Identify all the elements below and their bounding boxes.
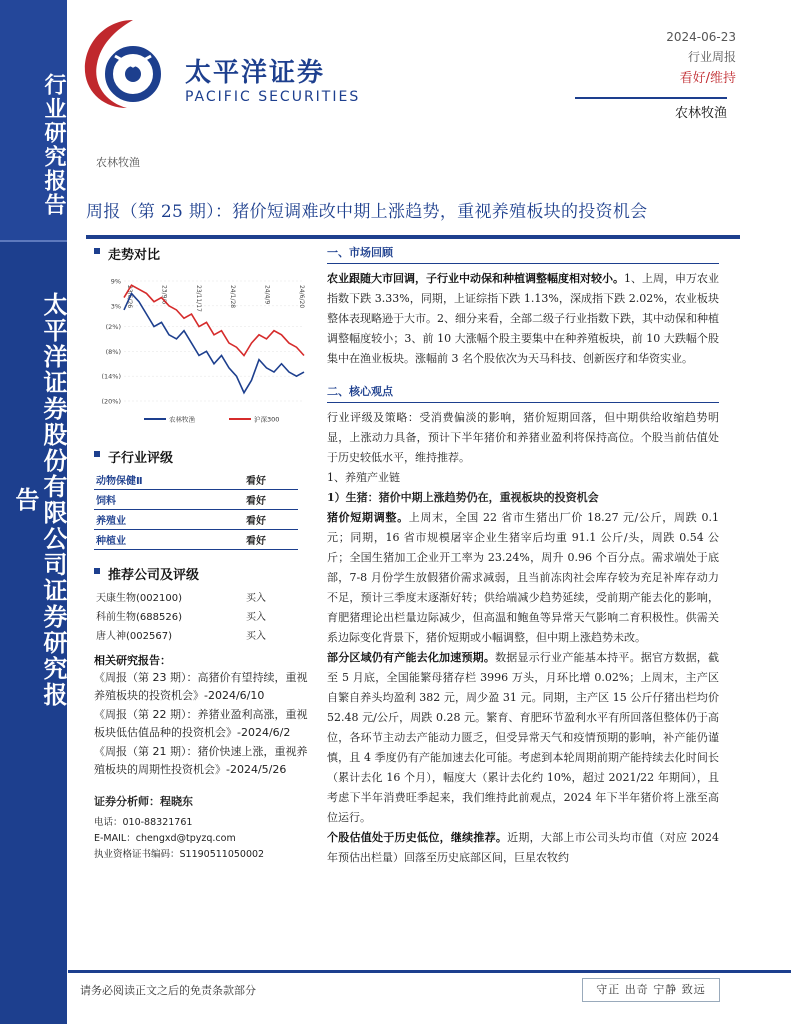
header-rule bbox=[575, 97, 727, 99]
header-industry: 农林牧渔 bbox=[674, 106, 727, 121]
section-rule bbox=[327, 263, 719, 264]
sub-industry-name: 动物保健Ⅱ bbox=[94, 470, 244, 490]
analyst-cert: 执业资格证书编码：S1190511050002 bbox=[94, 849, 265, 860]
x-tick-label: 23/9/6 bbox=[160, 285, 168, 305]
square-bullet-icon bbox=[94, 568, 100, 574]
related-report-link[interactable]: 《周报（第 21 期）：猪价快速上涨，重视养殖板块的周期性投资机会》-2024/5/26 bbox=[94, 745, 308, 776]
sub-industry-name: 种植业 bbox=[94, 530, 244, 550]
y-tick-label: 3% bbox=[110, 302, 121, 311]
chain-heading: 1、养殖产业链 bbox=[327, 471, 400, 484]
right-column bbox=[327, 244, 719, 868]
x-tick-label: 24/4/9 bbox=[263, 285, 271, 305]
category-label: 农林牧渔 bbox=[96, 156, 140, 169]
table-row bbox=[94, 606, 298, 625]
companies-table bbox=[94, 587, 298, 644]
market-review-paragraph: 农业跟随大市回调，子行业中动保和种植调整幅度相对较小。1、上周，申万农业指数下跌 3.33%，同期，上证综指下跌 1.13%，深成指下跌 2.02%，农业板块整体表现略逊于大市。2、细分来看，全部二级子行业指数下跌，其中动保和种植调整幅度较小；3、前 10 大涨幅个股主要集中在种养殖板块，前 10 大跌幅个股集中在渔业板块。涨幅前 3 名个股依次为天马科技、创新医疗和华资实业。 bbox=[327, 272, 719, 365]
x-tick-label: 23/6/26 bbox=[126, 285, 133, 309]
analyst-email[interactable]: E-MAIL：chengxd@tpyzq.com bbox=[94, 833, 236, 844]
left-column bbox=[94, 244, 314, 863]
logo-text-en: PACIFIC SECURITIES bbox=[185, 89, 361, 105]
footer-disclaimer: 请务必阅读正文之后的免责条款部分 bbox=[80, 984, 256, 997]
analyst-contact bbox=[94, 815, 314, 863]
x-tick-label: 24/6/20 bbox=[298, 285, 305, 309]
section-rule bbox=[327, 402, 719, 403]
sub-industry-table bbox=[94, 470, 298, 550]
related-reports-heading: 相关研究报告： bbox=[94, 654, 171, 667]
sub-industry-rating: 看好 bbox=[244, 530, 298, 550]
table-row bbox=[94, 470, 298, 490]
logo-text-cn: 太平洋证券 bbox=[185, 58, 326, 88]
series-line bbox=[124, 293, 304, 392]
related-report-link[interactable]: 《周报（第 23 期）：高猪价有望持续，重视养殖板块的投资机会》-2024/6/10 bbox=[94, 671, 308, 702]
sub-industry-rating: 看好 bbox=[244, 510, 298, 530]
page-title: 周报（第 25 期）：猪价短调难改中期上涨趋势，重视养殖板块的投资机会 bbox=[86, 202, 648, 222]
valuation-paragraph: 个股估值处于历史低位，继续推荐。近期，大部上市公司头均市值（对应 2024 年预估出栏量）回落至历史底部区间，巨星农牧约 bbox=[327, 831, 719, 864]
report-date: 2024-06-23 bbox=[666, 30, 736, 44]
hog-heading: 1）生猪：猪价中期上涨趋势仍在，重视板块的投资机会 bbox=[327, 491, 599, 504]
company-rating: 买入 bbox=[246, 612, 266, 623]
trend-chart-svg bbox=[94, 269, 314, 429]
table-row bbox=[94, 530, 298, 550]
report-type: 行业周报 bbox=[687, 50, 736, 64]
related-report-link[interactable]: 《周报（第 22 期）：养猪业盈利高涨，重视板块低估值品种的投资机会》-2024/6/2 bbox=[94, 708, 308, 739]
square-bullet-icon bbox=[94, 451, 100, 457]
industry-rating: 看好/维持 bbox=[679, 71, 736, 86]
section-market-review-title: 一、市场回顾 bbox=[327, 246, 393, 259]
trend-heading: 走势对比 bbox=[94, 244, 314, 263]
report-meta bbox=[666, 30, 736, 86]
sidebar-report-label: 行业研究报告 bbox=[41, 73, 67, 217]
sub-industry-name: 饲料 bbox=[94, 490, 244, 510]
square-bullet-icon bbox=[94, 248, 100, 254]
analyst-name: 证券分析师：程晓东 bbox=[94, 795, 193, 808]
y-tick-label: (20%) bbox=[101, 397, 121, 406]
company-name: 科前生物(688526) bbox=[96, 612, 182, 623]
table-row bbox=[94, 587, 298, 606]
sub-industry-heading: 子行业评级 bbox=[94, 447, 314, 466]
table-row bbox=[94, 625, 298, 644]
footer-motto: 守正 出奇 宁静 致远 bbox=[582, 978, 720, 1002]
logo-emblem-icon bbox=[75, 12, 185, 112]
company-rating: 买入 bbox=[246, 593, 266, 604]
capacity-paragraph: 部分区域仍有产能去化加速预期。数据显示行业产能基本持平。据官方数据，截至 5 月底，全国能繁母猪存栏 3996 万头，月环比增 0.02%；上周末，主产区自繁自养头均盈利 382 元，周少盈 31 元。同期，主产区 15 公斤仔猪出栏均价 52.48 元/公斤，周跌 0.28 元。繁育、育肥环节盈利水平有所回落但整体仍于高位，各环节主动去产能动力匮乏，但受异常天气和疫情预期的影响，补产能仍谨慎，且 4 季度仍有产能加速去化可能。考虑到本轮周期前期产能持续去化时间长（累计去化 16 个月），幅度大（累计去化约 10%，超过 2021/22 年期间），且考虑下半年消费旺季起来，我们维持此前观点，2024 年下半年猪价将上涨至高位运行。 bbox=[327, 651, 720, 824]
company-name: 唐人神(002567) bbox=[96, 631, 172, 642]
core-views-paragraph: 行业评级及策略：受消费偏淡的影响，猪价短期回落，但中期供给收缩趋势明显，上涨动力具备，预计下半年猪价和养猪业盈利将保持高位。个股当前估值处于历史较低水平，维持推荐。 bbox=[327, 411, 719, 464]
sub-industry-rating: 看好 bbox=[244, 470, 298, 490]
legend-label: 沪深300 bbox=[254, 415, 280, 424]
table-row bbox=[94, 510, 298, 530]
sidebar-divider bbox=[0, 240, 67, 242]
footer-rule bbox=[68, 970, 791, 973]
trend-chart bbox=[94, 269, 314, 429]
table-row bbox=[94, 490, 298, 510]
hog-price-paragraph: 猪价短期调整。上周末，全国 22 省市生猪出厂价 18.27 元/公斤，周跌 0.1 元；同期，16 省市规模屠宰企业生猪宰后均重 91.1 公斤/头，周跌 0.54 公斤；全国生猪加工企业开工率为 23.24%，周升 0.96 个百分点。需求端处于底部，7-8 月份学生放假猪价需求减弱，且当前冻肉社会库存较为充足补库存动力不足，预计三季度末逐渐好转；供给端减少趋势延续，受前期产能去化的影响，育肥猪理论出栏量边际减少，但高温和鲍鱼等异常天气影响二育积极性。供需关系边际变化背景下，猪价短期或小幅调整，但中期上涨趋势未改。 bbox=[327, 511, 720, 644]
y-tick-label: (14%) bbox=[101, 372, 121, 381]
section-core-views-title: 二、核心观点 bbox=[327, 385, 393, 398]
y-tick-label: (2%) bbox=[105, 323, 121, 332]
company-rating: 买入 bbox=[246, 631, 266, 642]
companies-heading: 推荐公司及评级 bbox=[94, 564, 314, 583]
company-name: 天康生物(002100) bbox=[96, 593, 182, 604]
x-tick-label: 24/1/28 bbox=[229, 285, 237, 309]
logo bbox=[75, 12, 365, 112]
analyst-phone: 电话：010-88321761 bbox=[94, 817, 193, 828]
legend-label: 农林牧渔 bbox=[169, 415, 195, 424]
sub-industry-rating: 看好 bbox=[244, 490, 298, 510]
sub-industry-name: 养殖业 bbox=[94, 510, 244, 530]
y-tick-label: (8%) bbox=[105, 347, 121, 356]
sidebar-company-label: 太平洋证券股份有限公司证券研究报告 bbox=[11, 292, 68, 708]
x-tick-label: 23/11/17 bbox=[194, 285, 202, 312]
title-rule bbox=[86, 235, 740, 239]
y-tick-label: 9% bbox=[110, 277, 121, 286]
